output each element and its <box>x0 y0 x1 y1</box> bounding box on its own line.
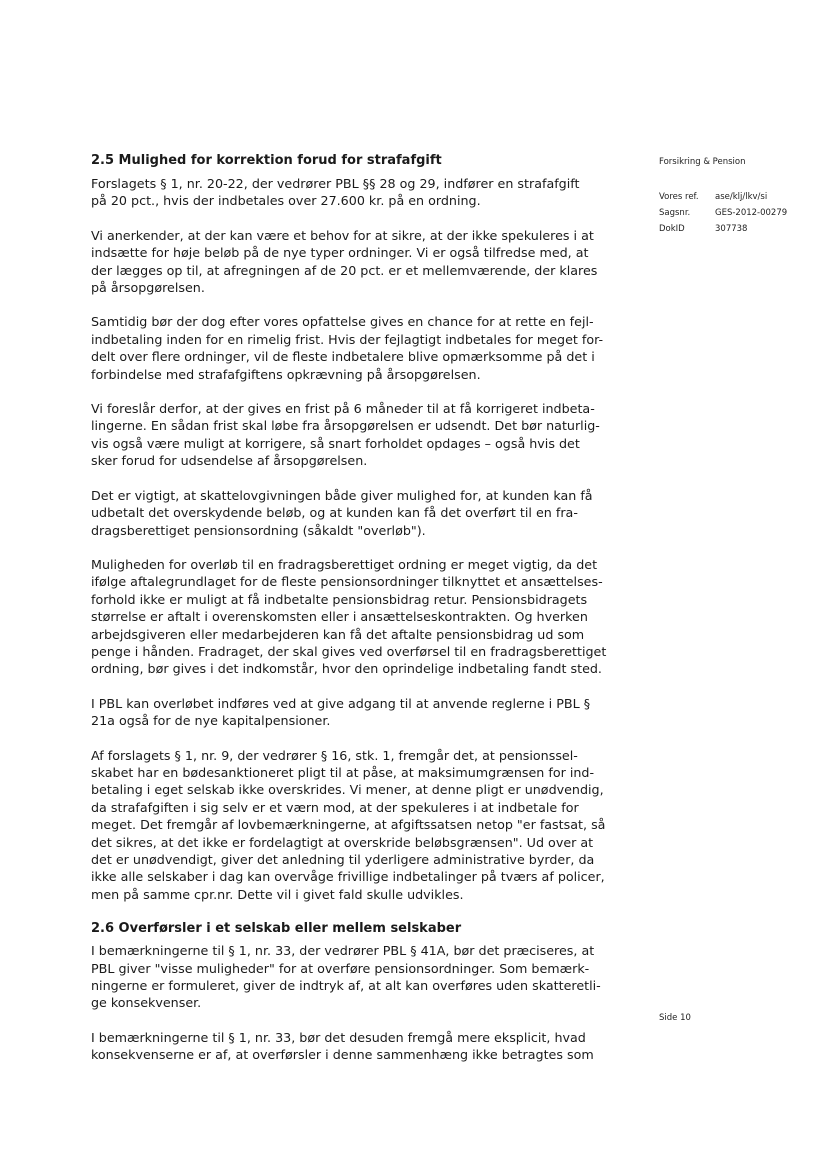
paragraph: Vi foreslår derfor, at der gives en frist på 6 måneder til at få korrigeret indbeta- lingerne. En sådan frist skal løbe fra årsopgørelsen er udsendt. Det bør naturlig- vis også være muligt at korrigere, så snart forholdet opdages – også hvis det sker forud for udsendelse af årsopgørelsen. <box>91 401 600 469</box>
meta-value: 307738 <box>715 224 748 234</box>
meta-key: Vores ref. <box>659 192 699 202</box>
paragraph: Muligheden for overløb til en fradragsberettiget ordning er meget vigtig, da det ifølge aftalegrundlaget for de fleste pensionsordninger tilknyttet et ansættelses- forhold ikke er muligt at få indbetalte pensionsbidrag retur. Pensionsbidragets størrelse er aftalt i overenskomsten eller i ansættelseskontrakten. Og hverken arbejdsgiveren eller medarbejderen kan få det aftalte pensionsbidrag ud som penge i hånden. Fradraget, der skal gives ved overførsel til en fradragsberettiget ordning, bør gives i det indkomstår, hvor den oprindelige indbetaling fandt sted. <box>91 556 607 677</box>
organization-name: Forsikring & Pension <box>659 157 746 167</box>
meta-row-docid <box>659 221 787 237</box>
page-number-text: Side 10 <box>659 1013 691 1023</box>
paragraph: Vi anerkender, at der kan være et behov for at sikre, at der ikke spekuleres i at indsætte for høje beløb på de nye typer ordninger. Vi er også tilfredse med, at der lægges op til, at afregningen af de 20 pct. er et mellemværende, der klares på årsopgørelsen. <box>91 227 598 296</box>
meta-value: ase/klj/lkv/si <box>715 192 768 202</box>
reference-block <box>659 189 787 237</box>
section-heading-2-6: 2.6 Overførsler i et selskab eller mellem selskaber <box>91 921 462 937</box>
meta-row-case <box>659 205 787 221</box>
paragraph: I bemærkningerne til § 1, nr. 33, der vedrører PBL § 41A, bør det præciseres, at PBL giver "visse muligheder" for at overføre pensionsordninger. Som bemærk- ningerne er formuleret, giver de indtryk af, at alt kan overføres uden skatteretli- ge konsekvenser. <box>91 943 601 1011</box>
meta-key: DokID <box>659 224 685 234</box>
meta-key: Sagsnr. <box>659 208 691 218</box>
meta-row-ref <box>659 189 787 205</box>
page-number <box>659 1010 691 1026</box>
paragraph: I PBL kan overløbet indføres ved at give adgang til at anvende reglerne i PBL § 21a også for de nye kapitalpensioner. <box>91 695 591 729</box>
paragraph: Det er vigtigt, at skattelovgivningen både giver mulighed for, at kunden kan få udbetalt det overskydende beløb, og at kunden kan få det overført til en fra- dragsberettiget pensionsordning (såkaldt "overløb"). <box>91 487 593 538</box>
section-heading-2-5: 2.5 Mulighed for korrektion forud for strafafgift <box>91 153 442 168</box>
sidebar-org <box>659 154 745 170</box>
paragraph: I bemærkningerne til § 1, nr. 33, bør det desuden fremgå mere eksplicit, hvad konsekvenserne er af, at overførsler i denne sammenhæng ikke betragtes som <box>91 1029 594 1063</box>
meta-value: GES-2012-00279 <box>715 208 788 218</box>
document-body <box>91 152 621 1064</box>
paragraph: Forslagets § 1, nr. 20-22, der vedrører PBL §§ 28 og 29, indfører en strafafgift på 20 pct., hvis der indbetales over 27.600 kr. på en ordning. <box>91 176 580 209</box>
paragraph: Samtidig bør der dog efter vores opfattelse gives en chance for at rette en fejl- indbetaling inden for en rimelig frist. Hvis der fejlagtigt indbetales for meget for- delt over flere ordninger, vil de fleste indbetalere blive opmærksomme på det i forbindelse med strafafgiftens opkrævning på årsopgørelsen. <box>91 314 604 382</box>
paragraph: Af forslagets § 1, nr. 9, der vedrører § 16, stk. 1, fremgår det, at pensionssel- skabet har en bødesanktioneret pligt til at påse, at maksimumgrænsen for ind- betaling i eget selskab ikke overskrides. Vi mener, at denne pligt er unødvendig, da strafafgiften i sig selv er et værn mod, at der spekuleres i at indbetale for meget. Det fremgår af lovbemærkningerne, at afgiftssatsen netop "er fastsat, så det sikres, at det ikke er fordelagtigt at overskride beløbsgrænsen". Ud over at det er unødvendigt, giver det anledning til yderligere administrative byrder, da ikke alle selskaber i dag kan overvåge frivillige indbetalinger på tværs af policer, men på samme cpr.nr. Dette vil i givet fald skulle udvikles. <box>91 747 606 902</box>
